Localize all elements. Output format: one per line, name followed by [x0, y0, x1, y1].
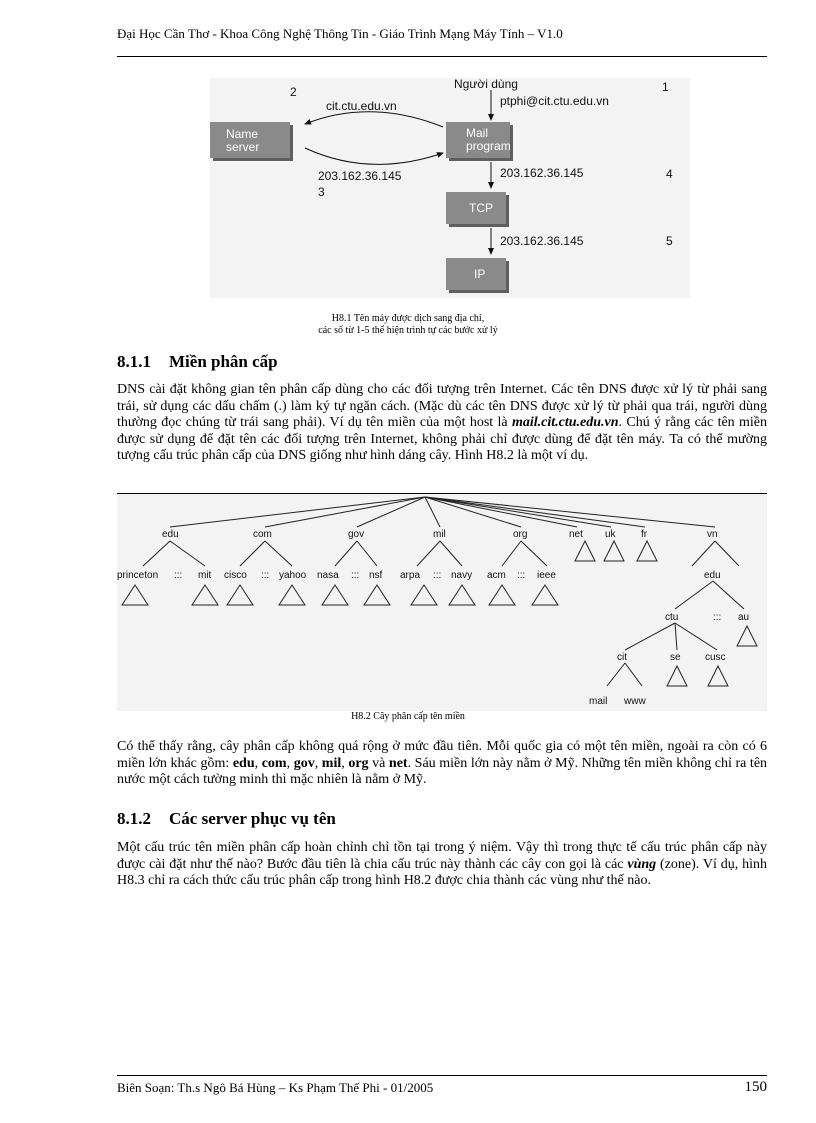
mail-program-box: [446, 122, 510, 158]
node-nasa: nasa: [317, 570, 339, 581]
text-run: Có thể thấy rằng, cây phân cấp không quá rộng ở mức đầu tiên. Mỗi quốc gia có một tên miền, ngoài ra còn có 6 miền lớn khác gồm:: [117, 739, 767, 771]
text-run: Một cấu trúc tên miền phân cấp hoàn chỉnh chỉ tồn tại trong ý niệm. Vậy thì trong thực tế cấu trúc phân cấp này được cài đặt như thế nào? Bước đầu tiên là chia cấu trúc này thành các cây con gọi là các: [117, 840, 767, 872]
section-heading-8-1-2: [117, 809, 336, 829]
page-footer: Biên Soạn: Th.s Ngô Bá Hùng – Ks Phạm Thế Phi - 01/2005: [117, 1080, 434, 1095]
text-run: ,: [341, 755, 349, 771]
node-nsf: nsf: [369, 570, 383, 581]
user-label: Người dùng: [454, 77, 518, 91]
node-fr: fr: [641, 529, 648, 540]
node-yahoo: yahoo: [279, 570, 307, 581]
node-ellipsis: :::: [517, 570, 526, 581]
section-title: Miền phân cấp: [169, 352, 278, 371]
vn-branches: [607, 581, 757, 686]
tld-gov: gov: [293, 755, 315, 771]
name-server-label-2: server: [226, 140, 260, 154]
node-org: org: [513, 529, 528, 540]
node-ellipsis: :::: [174, 570, 183, 581]
section-number: 8.1.2: [117, 809, 151, 828]
email-label: ptphi@cit.ctu.edu.vn: [500, 94, 609, 108]
paragraph-dns-hierarchy: [117, 382, 767, 465]
mail-program-label-2: program: [466, 139, 511, 153]
tld-mil: mil: [321, 755, 342, 771]
node-com: com: [253, 529, 272, 540]
figure1-caption-line1: H8.1 Tên máy được dịch sang địa chỉ,: [331, 313, 485, 324]
ip-to-ip-label: 203.162.36.145: [500, 234, 584, 248]
footer-rule: [117, 1075, 767, 1076]
figure2-top-rule: [117, 493, 767, 494]
section-heading-8-1-1: [117, 352, 278, 372]
node-navy: navy: [451, 570, 473, 581]
tree-lines: [117, 493, 767, 711]
figure-domain-tree: [117, 493, 767, 711]
node-se: se: [670, 652, 681, 663]
example-domain: mail.cit.ctu.edu.vn: [511, 415, 619, 430]
node-edu: edu: [162, 529, 179, 540]
node-gov: gov: [348, 529, 365, 540]
step-4: 4: [666, 167, 673, 181]
step-2: 2: [290, 85, 297, 99]
term-zone: vùng: [627, 856, 657, 872]
reply-ip-label: 203.162.36.145: [318, 169, 402, 183]
node-mit: mit: [198, 570, 212, 581]
ip-box: IP: [446, 258, 506, 290]
step-5: 5: [666, 234, 673, 248]
text-run: DNS cài đặt không gian tên phân cấp dùng cho các đối tượng trên Internet. Các tên DNS được xử lý từ phải sang trái, sử dụng các dấu chấm (.) làm ký tự ngăn cách. (Mặc dù các tên DNS được xử lý từ phải qua trái, người dùng thường đọc chúng từ trái sang phải). Ví dụ tên miền của một host là: [117, 382, 767, 430]
step-1: 1: [662, 80, 669, 94]
node-ellipsis: :::: [261, 570, 270, 581]
tld-com: com: [261, 755, 287, 771]
node-ctu: ctu: [665, 612, 679, 623]
text-run: ,: [314, 755, 322, 771]
node-vn-edu: edu: [704, 570, 721, 581]
node-ellipsis: :::: [351, 570, 360, 581]
node-www: www: [624, 696, 646, 707]
node-mail: mail: [589, 696, 608, 707]
name-server-label-1: Name: [226, 127, 259, 141]
page-number: 150: [744, 1079, 767, 1095]
tld-net: net: [388, 755, 408, 771]
query-label: cit.ctu.edu.vn: [326, 99, 397, 113]
text-run: ,: [286, 755, 294, 771]
name-server-box: [210, 122, 290, 158]
node-princeton: princeton: [117, 570, 159, 581]
node-arpa: arpa: [400, 570, 421, 581]
node-ieee: ieee: [537, 570, 556, 581]
tld-edu: edu: [232, 755, 255, 771]
figure1-caption-line2: các số từ 1-5 thể hiện trình tự các bước xử lý: [318, 325, 498, 336]
node-cit: cit: [617, 652, 627, 663]
node-acm: acm: [487, 570, 506, 581]
paragraph-name-servers: [117, 840, 767, 890]
text-run: . Sáu miền lớn này nằm ở Mỹ. Những tên miền không chỉ ra tên nước một cách tường minh thì mặc nhiên là nằm ở Mỹ.: [117, 755, 768, 787]
text-run: . Chú ý rằng các tên miền được sử dụng để đặt tên các đối tượng trên Internet, không phải chỉ được dùng để đặt tên máy. Ta có thể mường tượng cấu trúc phân cấp của DNS giống như hình dáng cây. Hình H8.2 là một ví dụ.: [117, 415, 767, 463]
node-cusc: cusc: [705, 652, 726, 663]
node-mil: mil: [433, 529, 446, 540]
step-3: 3: [318, 185, 325, 199]
figure-dns-resolution: [210, 78, 690, 298]
node-au: au: [738, 612, 750, 623]
text-run: (zone). Ví dụ, hình H8.3 chỉ ra cách thức cấu trúc phân cấp trong hình H8.2 được chia thành các vùng như thế nào.: [117, 856, 767, 888]
node-ellipsis: :::: [433, 570, 442, 581]
text-run: và: [368, 755, 389, 771]
root-branches: [170, 497, 715, 527]
second-level-branches: [143, 541, 739, 566]
node-vn: vn: [707, 529, 718, 540]
section-title: Các server phục vụ tên: [169, 809, 336, 828]
node-cisco: cisco: [224, 570, 247, 581]
leaf-triangles: [122, 585, 558, 605]
page-header: Đại Học Cần Thơ - Khoa Công Nghệ Thông Tin - Giáo Trình Mạng Máy Tính – V1.0: [117, 26, 563, 41]
tld-org: org: [348, 755, 369, 771]
node-net: net: [569, 529, 583, 540]
paragraph-top-level-domains: [117, 739, 767, 789]
figure2-caption: H8.2 Cây phân cấp tên miền: [351, 711, 465, 722]
node-uk: uk: [605, 529, 616, 540]
node-ellipsis: :::: [713, 612, 722, 623]
header-rule: [117, 56, 767, 57]
tcp-box: TCP: [446, 192, 506, 224]
mail-program-label-1: Mail: [466, 126, 489, 140]
section-number: 8.1.1: [117, 352, 151, 371]
text-run: ,: [254, 755, 262, 771]
ip-to-tcp-label: 203.162.36.145: [500, 166, 584, 180]
